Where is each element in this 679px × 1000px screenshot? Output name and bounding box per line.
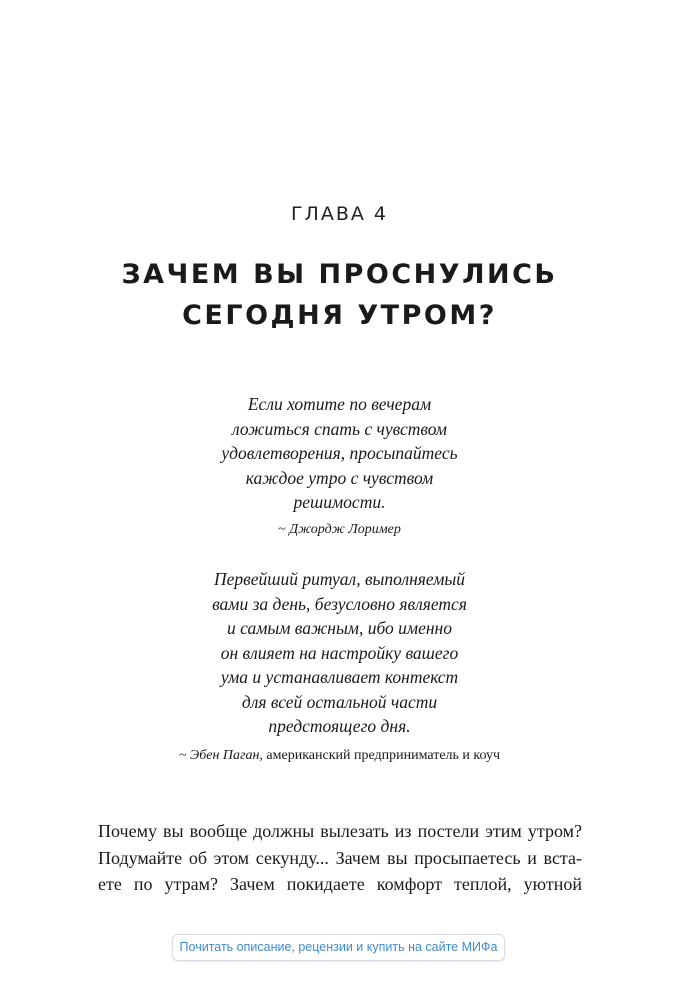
chapter-title xyxy=(0,254,679,336)
epigraph-line: он влияет на настройку вашего xyxy=(220,642,459,663)
attribution-author: Джордж Лоример xyxy=(289,522,401,537)
body-line: Почему вы вообще должны вылезать из постели этим утром? xyxy=(98,821,582,841)
epigraph-line: решимости. xyxy=(293,492,386,512)
chapter-label: ГЛАВА 4 xyxy=(290,203,389,225)
chapter-title-line: ЗАЧЕМ ВЫ ПРОСНУЛИСЬ xyxy=(121,259,558,290)
epigraph-line: Если хотите по вечерам xyxy=(247,394,432,414)
body-paragraph xyxy=(98,818,582,898)
body-line: Подумайте об этом секунду... Зачем вы просыпаетесь и вста- xyxy=(98,847,582,868)
attribution-prefix: ~ xyxy=(278,522,290,537)
epigraph-attribution xyxy=(0,748,679,764)
epigraph-quote xyxy=(0,567,679,739)
epigraph-line: Первейший ритуал, выполняемый xyxy=(213,569,465,589)
attribution-author: Эбен Паган xyxy=(190,748,260,763)
epigraph-line: вами за день, безусловно является xyxy=(212,593,467,614)
epigraph-line: предстоящего дня. xyxy=(268,716,411,736)
buy-book-link-button[interactable]: Почитать описание, рецензии и купить на сайте МИФа xyxy=(172,934,505,961)
epigraph-line: для всей остальной части xyxy=(241,691,438,712)
attribution-description: , американский предприниматель и коуч xyxy=(259,748,501,763)
epigraph-quote xyxy=(0,392,679,515)
epigraph-line: каждое утро с чувством xyxy=(245,467,434,488)
epigraph-attribution xyxy=(0,522,679,538)
epigraph-line: ума и устанавливает контекст xyxy=(220,667,459,687)
body-line: ете по утрам? Зачем покидаете комфорт теплой, уютной xyxy=(98,874,582,894)
chapter-title-line: СЕГОДНЯ УТРОМ? xyxy=(182,300,497,331)
epigraph-line: и самым важным, ибо именно xyxy=(227,618,452,638)
attribution-prefix: ~ xyxy=(178,748,191,763)
epigraph-line: удовлетворения, просыпайтесь xyxy=(221,443,458,463)
epigraph-line: ложиться спать с чувством xyxy=(232,418,447,439)
